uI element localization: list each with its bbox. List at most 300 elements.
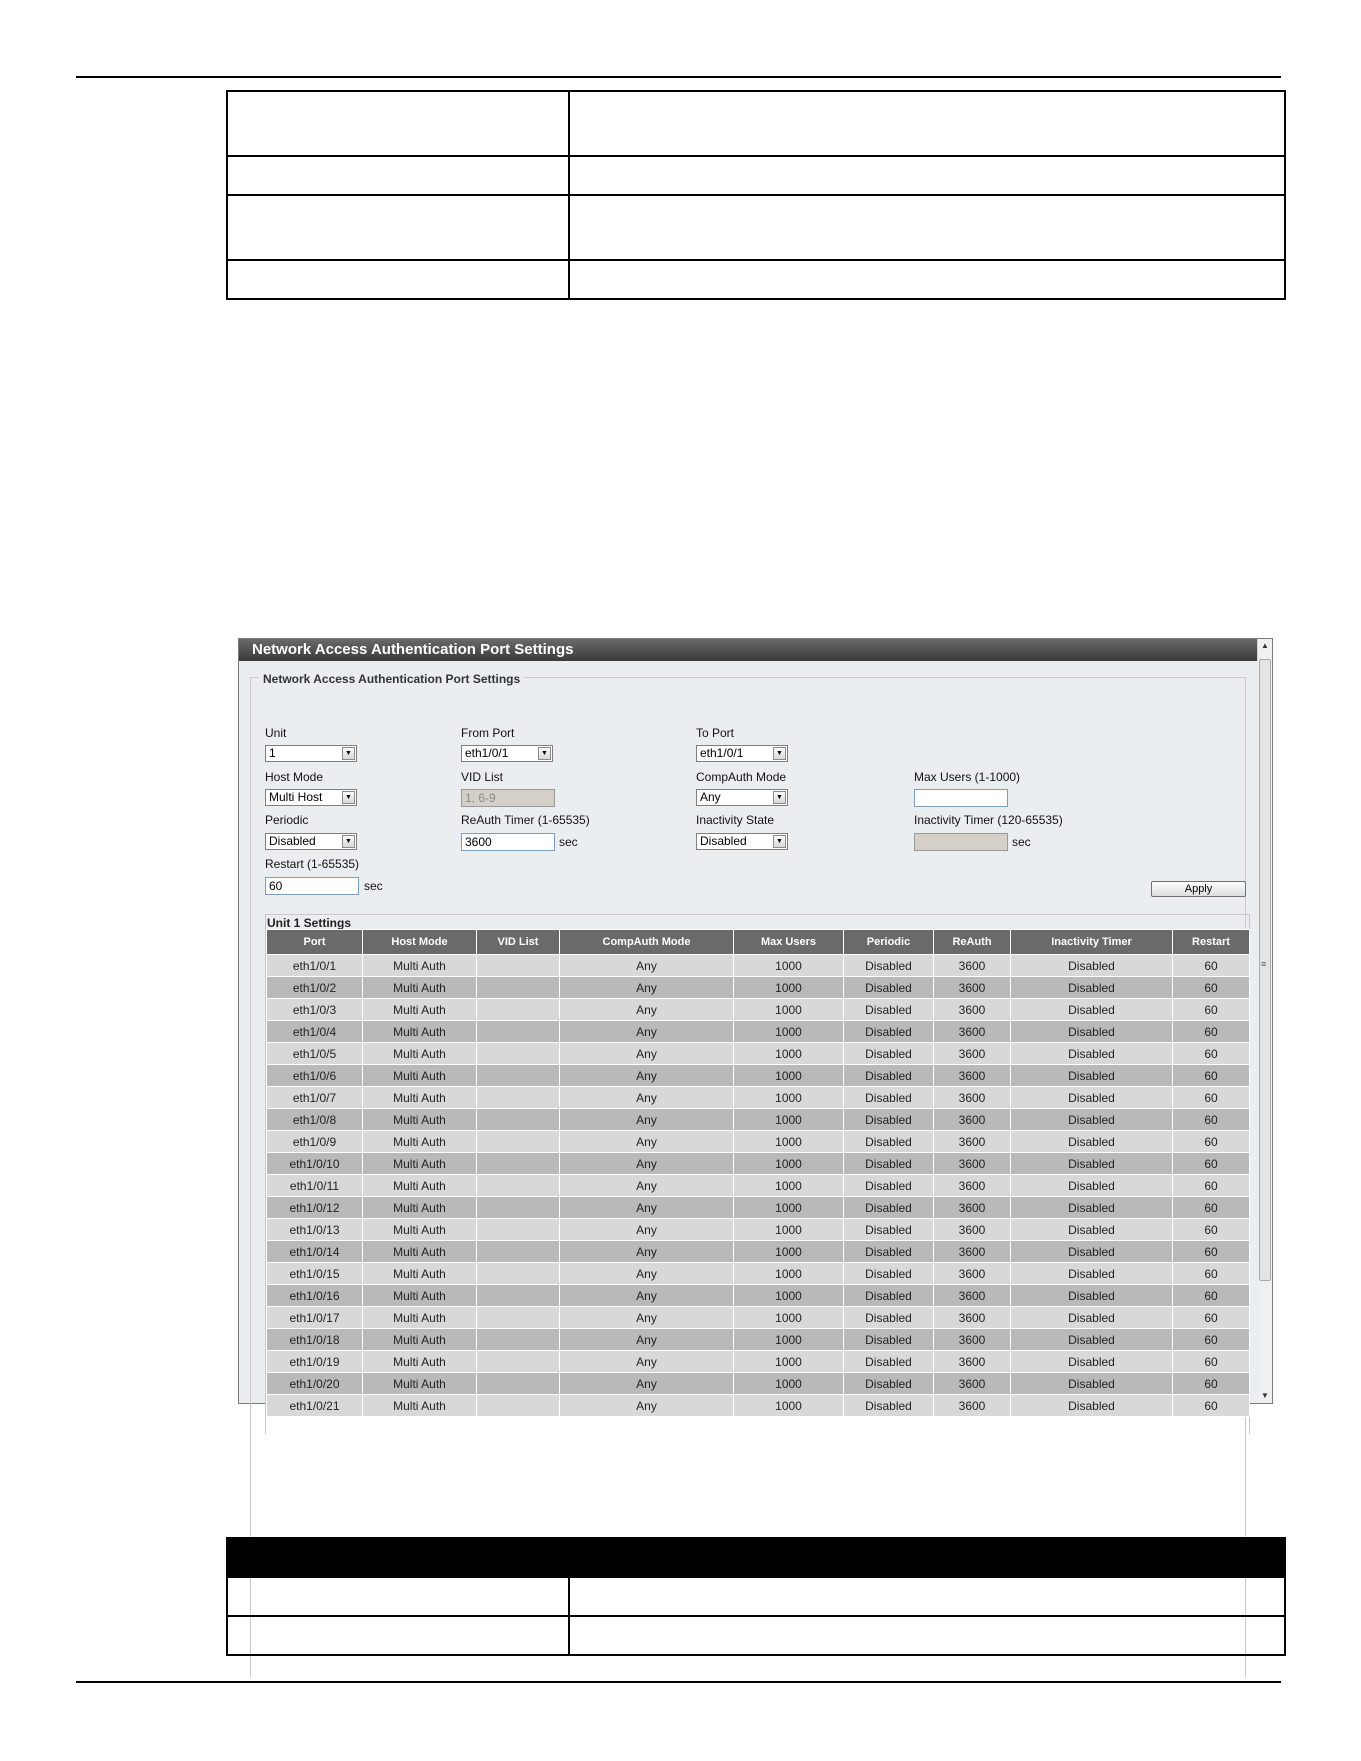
table-row [267, 1109, 1250, 1131]
table-cell: Disabled [1011, 1351, 1173, 1373]
table-cell [477, 1153, 560, 1175]
table-row [267, 1087, 1250, 1109]
table-cell: 3600 [934, 1175, 1011, 1197]
table-cell: Multi Auth [363, 999, 477, 1021]
table-row [267, 1021, 1250, 1043]
inactivity-timer-input [914, 833, 1008, 851]
bottom-rule [76, 1681, 1281, 1683]
inactivity-sec-unit: sec [1012, 835, 1031, 849]
inactivity-state-label: Inactivity State [696, 813, 775, 827]
table-cell: 60 [1173, 1329, 1250, 1351]
table-cell: 1000 [734, 1285, 844, 1307]
table-cell: eth1/0/14 [267, 1241, 363, 1263]
compauth-mode-value: Any [700, 790, 721, 804]
col-header-restart: Restart [1173, 930, 1250, 955]
table-cell: Multi Auth [363, 1263, 477, 1285]
table-row [267, 1263, 1250, 1285]
table-row [267, 1043, 1250, 1065]
table-cell: Any [560, 1263, 734, 1285]
table-cell: Multi Auth [363, 1153, 477, 1175]
table-cell: 60 [1173, 1109, 1250, 1131]
table-cell: eth1/0/8 [267, 1109, 363, 1131]
scroll-thumb[interactable] [1259, 659, 1271, 1281]
unit-settings-title: Unit 1 Settings [267, 916, 352, 930]
table-cell: eth1/0/18 [267, 1329, 363, 1351]
table-cell: 60 [1173, 955, 1250, 977]
table-cell: 3600 [934, 1263, 1011, 1285]
table-cell: Any [560, 999, 734, 1021]
chevron-down-icon: ▼ [773, 835, 786, 848]
restart-input[interactable]: 60 [265, 877, 359, 895]
table-cell: Any [560, 977, 734, 999]
table-cell: Disabled [844, 1065, 934, 1087]
table-cell: Any [560, 1043, 734, 1065]
table-cell: 3600 [934, 1351, 1011, 1373]
table-cell: 1000 [734, 1263, 844, 1285]
table-row [267, 1329, 1250, 1351]
table-cell: 60 [1173, 1175, 1250, 1197]
unit-select-value: 1 [269, 746, 276, 760]
to-port-select[interactable] [696, 745, 788, 762]
table-cell: 1000 [734, 1329, 844, 1351]
table-row [267, 1351, 1250, 1373]
table-row [267, 1065, 1250, 1087]
table-row [267, 1285, 1250, 1307]
table-cell: Disabled [1011, 1175, 1173, 1197]
table-cell: 3600 [934, 1241, 1011, 1263]
table-cell: 1000 [734, 1241, 844, 1263]
table-cell: 3600 [934, 1219, 1011, 1241]
table-cell [477, 1351, 560, 1373]
doc-header-cell [569, 1538, 1285, 1577]
chevron-down-icon: ▼ [773, 747, 786, 760]
table-cell: Multi Auth [363, 1175, 477, 1197]
table-cell: 60 [1173, 1153, 1250, 1175]
periodic-select[interactable] [265, 833, 357, 850]
table-cell: Disabled [1011, 1153, 1173, 1175]
table-cell: 3600 [934, 1373, 1011, 1395]
table-cell: 1000 [734, 1153, 844, 1175]
table-cell: 3600 [934, 1109, 1011, 1131]
doc-row [227, 91, 1285, 156]
table-cell: Multi Auth [363, 955, 477, 977]
inactivity-state-select[interactable] [696, 833, 788, 850]
settings-window [238, 638, 1273, 1413]
table-cell: Disabled [844, 1307, 934, 1329]
table-cell: 60 [1173, 1021, 1250, 1043]
table-cell: Any [560, 1109, 734, 1131]
table-cell: eth1/0/3 [267, 999, 363, 1021]
table-cell: Multi Auth [363, 1241, 477, 1263]
compauth-mode-label: CompAuth Mode [696, 770, 787, 784]
restart-sec-unit: sec [364, 879, 383, 893]
table-cell: 60 [1173, 1395, 1250, 1417]
table-cell [477, 1285, 560, 1307]
table-cell: Any [560, 1219, 734, 1241]
table-header-row [267, 930, 1250, 955]
doc-cell [227, 1616, 569, 1655]
table-cell: 3600 [934, 1021, 1011, 1043]
table-cell: eth1/0/2 [267, 977, 363, 999]
table-cell: 3600 [934, 1153, 1011, 1175]
table-cell: eth1/0/12 [267, 1197, 363, 1219]
table-cell: Disabled [1011, 1219, 1173, 1241]
top-rule [76, 76, 1281, 78]
table-cell: eth1/0/15 [267, 1263, 363, 1285]
table-cell [477, 1131, 560, 1153]
vid-list-input: 1, 6-9 [461, 789, 555, 807]
table-cell: 3600 [934, 1065, 1011, 1087]
unit-settings-box [265, 914, 1250, 1434]
table-cell: Disabled [844, 1197, 934, 1219]
table-cell: Disabled [844, 1021, 934, 1043]
doc-cell [227, 260, 569, 299]
table-cell [477, 1241, 560, 1263]
table-cell: Disabled [1011, 1021, 1173, 1043]
table-cell [477, 1329, 560, 1351]
table-cell: 3600 [934, 1131, 1011, 1153]
table-cell: 1000 [734, 1395, 844, 1417]
table-row [267, 977, 1250, 999]
col-header-periodic: Periodic [844, 930, 934, 955]
table-row [267, 955, 1250, 977]
table-row [267, 999, 1250, 1021]
table-cell [477, 955, 560, 977]
scroll-grip-icon: ≡ [1261, 959, 1267, 969]
table-cell: 1000 [734, 1351, 844, 1373]
unit-select[interactable] [265, 745, 357, 762]
chevron-down-icon: ▼ [342, 747, 355, 760]
doc-cell [569, 195, 1285, 260]
table-cell [477, 1373, 560, 1395]
table-cell: 60 [1173, 1351, 1250, 1373]
restart-label: Restart (1-65535) [265, 857, 360, 871]
table-cell: 3600 [934, 977, 1011, 999]
table-cell: Disabled [844, 1109, 934, 1131]
table-cell [477, 999, 560, 1021]
table-cell: eth1/0/6 [267, 1065, 363, 1087]
table-cell: Any [560, 1131, 734, 1153]
table-row [267, 1175, 1250, 1197]
table-cell: 3600 [934, 1307, 1011, 1329]
table-cell: Any [560, 1065, 734, 1087]
table-cell: 3600 [934, 955, 1011, 977]
max-users-label: Max Users (1-1000) [914, 770, 1021, 784]
col-header-max-users: Max Users [734, 930, 844, 955]
col-header-vid-list: VID List [477, 930, 560, 955]
doc-row [227, 1616, 1285, 1655]
col-header-inactivity-timer: Inactivity Timer [1011, 930, 1173, 955]
table-cell [477, 1175, 560, 1197]
doc-cell [227, 156, 569, 195]
vid-list-label: VID List [461, 770, 504, 784]
table-cell: eth1/0/17 [267, 1307, 363, 1329]
apply-button[interactable]: Apply [1151, 881, 1246, 897]
table-cell: 1000 [734, 1131, 844, 1153]
table-cell: Disabled [1011, 1087, 1173, 1109]
table-cell: 60 [1173, 1197, 1250, 1219]
table-cell [477, 1043, 560, 1065]
col-header-port: Port [267, 930, 363, 955]
table-cell: 60 [1173, 1373, 1250, 1395]
col-header-compauth-mode: CompAuth Mode [560, 930, 734, 955]
table-row [267, 1131, 1250, 1153]
chevron-down-icon: ▼ [342, 791, 355, 804]
table-cell: 1000 [734, 1197, 844, 1219]
doc-row [227, 1577, 1285, 1616]
table-cell: Any [560, 1021, 734, 1043]
table-cell: Any [560, 1087, 734, 1109]
table-cell: Disabled [844, 1285, 934, 1307]
table-row [267, 1241, 1250, 1263]
table-cell: 1000 [734, 1109, 844, 1131]
inactivity-state-value: Disabled [700, 834, 747, 848]
table-cell: Multi Auth [363, 1395, 477, 1417]
table-cell: Disabled [844, 1241, 934, 1263]
table-cell: Disabled [1011, 1109, 1173, 1131]
table-cell: 3600 [934, 1395, 1011, 1417]
scroll-up-arrow-icon[interactable]: ▲ [1261, 641, 1269, 650]
table-cell: 1000 [734, 955, 844, 977]
from-port-value: eth1/0/1 [465, 746, 509, 760]
table-body [267, 955, 1250, 1417]
table-cell: eth1/0/20 [267, 1373, 363, 1395]
table-cell [477, 1197, 560, 1219]
doc-row [227, 260, 1285, 299]
host-mode-select[interactable] [265, 789, 357, 806]
table-cell: Multi Auth [363, 1087, 477, 1109]
table-cell: Disabled [1011, 977, 1173, 999]
table-cell: Any [560, 1175, 734, 1197]
table-cell: Disabled [844, 1395, 934, 1417]
table-cell: 60 [1173, 1263, 1250, 1285]
chevron-down-icon: ▼ [538, 747, 551, 760]
chevron-down-icon: ▼ [342, 835, 355, 848]
from-port-select[interactable] [461, 745, 553, 762]
periodic-label: Periodic [265, 813, 309, 827]
to-port-label: To Port [696, 726, 735, 740]
inactivity-timer-label: Inactivity Timer (120-65535) [914, 813, 1063, 827]
doc-header-row [227, 1538, 1285, 1577]
table-cell: 1000 [734, 1087, 844, 1109]
table-cell: Disabled [844, 977, 934, 999]
table-cell: Disabled [844, 1131, 934, 1153]
doc-cell [569, 260, 1285, 299]
reauth-sec-unit: sec [559, 835, 578, 849]
table-cell [477, 1219, 560, 1241]
table-cell: Multi Auth [363, 1219, 477, 1241]
table-cell: 60 [1173, 1043, 1250, 1065]
table-cell: Disabled [844, 1373, 934, 1395]
fieldset-legend: Network Access Authentication Port Settings [259, 672, 524, 686]
table-cell: 1000 [734, 1021, 844, 1043]
compauth-mode-select[interactable] [696, 789, 788, 806]
table-cell: eth1/0/9 [267, 1131, 363, 1153]
table-cell: Any [560, 1395, 734, 1417]
table-cell: eth1/0/19 [267, 1351, 363, 1373]
doc-cell [569, 91, 1285, 156]
table-cell: Any [560, 1373, 734, 1395]
table-cell: 3600 [934, 1285, 1011, 1307]
table-cell [477, 1109, 560, 1131]
table-cell: Disabled [844, 1175, 934, 1197]
col-header-host-mode: Host Mode [363, 930, 477, 955]
table-row [267, 1307, 1250, 1329]
table-cell: Multi Auth [363, 1285, 477, 1307]
host-mode-label: Host Mode [265, 770, 324, 784]
periodic-value: Disabled [269, 834, 316, 848]
table-cell: 1000 [734, 1219, 844, 1241]
table-cell: 3600 [934, 1197, 1011, 1219]
table-row [267, 1373, 1250, 1395]
table-cell [477, 1065, 560, 1087]
table-cell: eth1/0/7 [267, 1087, 363, 1109]
port-settings-table [266, 929, 1250, 1417]
table-cell [477, 1395, 560, 1417]
table-cell: Disabled [1011, 1065, 1173, 1087]
table-cell [477, 1021, 560, 1043]
table-cell: Any [560, 1241, 734, 1263]
table-cell: 3600 [934, 1329, 1011, 1351]
to-port-value: eth1/0/1 [700, 746, 744, 760]
table-cell: 60 [1173, 1307, 1250, 1329]
table-cell: Disabled [844, 1087, 934, 1109]
table-cell: Multi Auth [363, 1131, 477, 1153]
table-cell: 60 [1173, 1241, 1250, 1263]
max-users-input[interactable] [914, 789, 1008, 807]
table-cell [477, 1307, 560, 1329]
table-cell: Multi Auth [363, 1065, 477, 1087]
doc-cell [569, 1577, 1285, 1616]
table-cell: 1000 [734, 1043, 844, 1065]
table-cell: Multi Auth [363, 1043, 477, 1065]
table-cell: 60 [1173, 1219, 1250, 1241]
doc-row [227, 195, 1285, 260]
table-cell: Disabled [844, 1263, 934, 1285]
host-mode-value: Multi Host [269, 790, 323, 804]
table-cell: 3600 [934, 1087, 1011, 1109]
table-cell: 1000 [734, 1307, 844, 1329]
table-cell [477, 977, 560, 999]
table-cell: 1000 [734, 1373, 844, 1395]
table-cell: Any [560, 1307, 734, 1329]
table-cell: Disabled [1011, 1373, 1173, 1395]
table-cell: Disabled [844, 1351, 934, 1373]
doc-row [227, 156, 1285, 195]
table-row [267, 1197, 1250, 1219]
table-cell: Disabled [844, 1043, 934, 1065]
table-cell: Any [560, 955, 734, 977]
table-cell [477, 1263, 560, 1285]
table-cell: eth1/0/16 [267, 1285, 363, 1307]
doc-cell [569, 156, 1285, 195]
table-cell: Any [560, 1285, 734, 1307]
vertical-scrollbar[interactable] [1257, 639, 1272, 1403]
table-cell: 3600 [934, 999, 1011, 1021]
table-row [267, 1153, 1250, 1175]
table-cell: 60 [1173, 999, 1250, 1021]
table-cell: Multi Auth [363, 977, 477, 999]
table-cell: 1000 [734, 1175, 844, 1197]
table-cell: 1000 [734, 977, 844, 999]
table-cell: Any [560, 1329, 734, 1351]
table-cell: 60 [1173, 1285, 1250, 1307]
table-cell: Multi Auth [363, 1373, 477, 1395]
scroll-down-arrow-icon[interactable]: ▼ [1261, 1391, 1269, 1400]
table-cell: Multi Auth [363, 1109, 477, 1131]
table-cell: Any [560, 1351, 734, 1373]
col-header-reauth: ReAuth [934, 930, 1011, 955]
content-area [239, 661, 1258, 1413]
table-cell: eth1/0/5 [267, 1043, 363, 1065]
reauth-timer-input[interactable]: 3600 [461, 833, 555, 851]
table-cell: Disabled [1011, 1197, 1173, 1219]
table-cell: 3600 [934, 1043, 1011, 1065]
table-cell: Any [560, 1197, 734, 1219]
doc-cell [569, 1616, 1285, 1655]
table-cell: Any [560, 1153, 734, 1175]
table-cell: Disabled [844, 1329, 934, 1351]
table-cell: Disabled [1011, 1131, 1173, 1153]
table-cell: Disabled [1011, 1241, 1173, 1263]
doc-cell [227, 91, 569, 156]
table-cell: eth1/0/21 [267, 1395, 363, 1417]
table-cell: Multi Auth [363, 1307, 477, 1329]
table-cell [477, 1087, 560, 1109]
table-cell: Disabled [1011, 1285, 1173, 1307]
table-cell: 1000 [734, 999, 844, 1021]
table-cell: Disabled [1011, 1307, 1173, 1329]
table-cell: 60 [1173, 977, 1250, 999]
table-cell: eth1/0/11 [267, 1175, 363, 1197]
table-cell: 60 [1173, 1131, 1250, 1153]
table-cell: Disabled [1011, 955, 1173, 977]
table-cell: eth1/0/10 [267, 1153, 363, 1175]
table-cell: Multi Auth [363, 1021, 477, 1043]
table-cell: Disabled [1011, 1263, 1173, 1285]
table-cell: eth1/0/13 [267, 1219, 363, 1241]
parameter-table-top [226, 90, 1286, 300]
table-cell: Disabled [844, 1153, 934, 1175]
table-cell: Disabled [1011, 1395, 1173, 1417]
table-cell: 60 [1173, 1065, 1250, 1087]
from-port-label: From Port [461, 726, 515, 740]
table-row [267, 1219, 1250, 1241]
table-cell: Disabled [844, 955, 934, 977]
table-cell: Disabled [1011, 1329, 1173, 1351]
table-cell: Disabled [1011, 999, 1173, 1021]
doc-header-cell [227, 1538, 569, 1577]
table-cell: eth1/0/1 [267, 955, 363, 977]
parameter-table-bottom [226, 1537, 1286, 1656]
table-cell: Multi Auth [363, 1351, 477, 1373]
table-row [267, 1395, 1250, 1417]
doc-cell [227, 195, 569, 260]
table-cell: eth1/0/4 [267, 1021, 363, 1043]
table-cell: Disabled [844, 1219, 934, 1241]
unit-label: Unit [265, 726, 287, 740]
table-cell: 60 [1173, 1087, 1250, 1109]
reauth-timer-label: ReAuth Timer (1-65535) [461, 813, 590, 827]
table-cell: Multi Auth [363, 1197, 477, 1219]
table-cell: Disabled [1011, 1043, 1173, 1065]
table-cell: Multi Auth [363, 1329, 477, 1351]
table-cell: 1000 [734, 1065, 844, 1087]
chevron-down-icon: ▼ [773, 791, 786, 804]
table-cell: Disabled [844, 999, 934, 1021]
doc-cell [227, 1577, 569, 1616]
window-title: Network Access Authentication Port Settings [239, 639, 1258, 661]
